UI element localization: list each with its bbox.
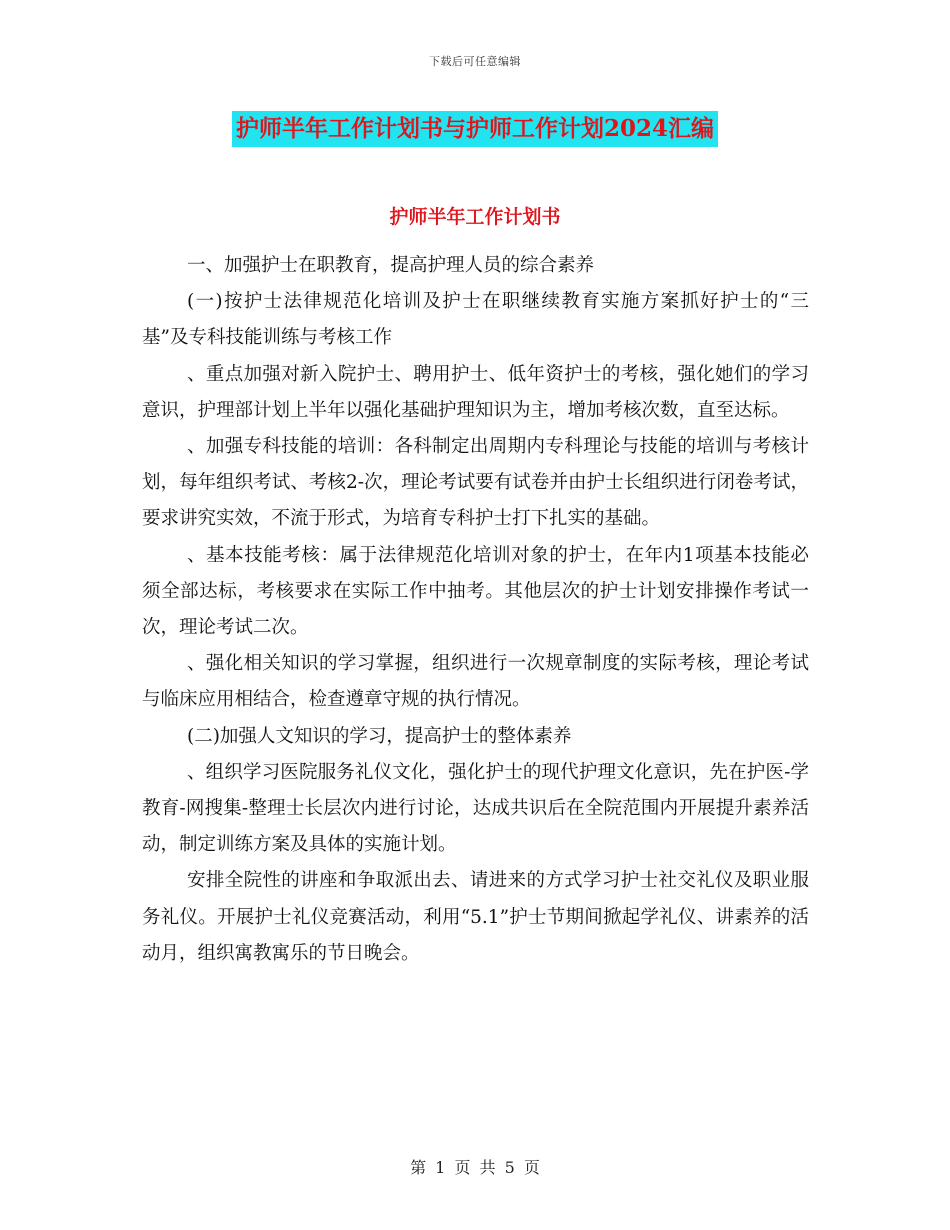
section-title: 护师半年工作计划书 bbox=[389, 206, 561, 228]
page-number-footer: 第 1 页 共 5 页 bbox=[410, 1158, 540, 1177]
paragraph: 、强化相关知识的学习掌握，组织进行一次规章制度的实际考核，理论考试与临床应用相结合，检查遵章守规的执行情况。 bbox=[142, 653, 809, 711]
paragraph: 一、加强护士在职教育，提高护理人员的综合素养 bbox=[187, 255, 595, 276]
paragraph: 、组织学习医院服务礼仪文化，强化护士的现代护理文化意识，先在护医-学教育-网搜集-整理士长层次内进行讨论，达成共识后在全院范围内开展提升素养活动，制定训练方案及具体的实施计划。 bbox=[142, 761, 809, 856]
paragraph: 、加强专科技能的培训：各科制定出周期内专科理论与技能的培训与考核计划，每年组织考试、考核2-次，理论考试要有试卷并由护士长组织进行闭卷考试，要求讲究实效，不流于形式，为培育专科护士打下扎实的基础。 bbox=[142, 436, 809, 530]
paragraph: 、基本技能考核：属于法律规范化培训对象的护士，在年内1项基本技能必须全部达标，考核要求在实际工作中抽考。其他层次的护士计划安排操作考试一次，理论考试二次。 bbox=[142, 544, 809, 639]
document-title-container bbox=[0, 111, 950, 147]
paragraph: (二)加强人文知识的学习，提高护士的整体素养 bbox=[187, 725, 572, 747]
paragraph: 、重点加强对新入院护士、聘用护士、低年资护士的考核，强化她们的学习意识，护理部计划上半年以强化基础护理知识为主，增加考核次数，直至达标。 bbox=[142, 363, 809, 421]
document-title: 护师半年工作计划书与护师工作计划2024汇编 bbox=[232, 111, 718, 147]
document-body bbox=[142, 248, 809, 972]
page-header-note: 下载后可任意编辑 bbox=[429, 55, 521, 68]
paragraph: 安排全院性的讲座和争取派出去、请进来的方式学习护士社交礼仪及职业服务礼仪。开展护士礼仪竞赛活动，利用“5.1”护士节期间掀起学礼仪、讲素养的活动月，组织寓教寓乐的节日晚会。 bbox=[142, 870, 809, 964]
paragraph: (一)按护士法律规范化培训及护士在职继续教育实施方案抓好护士的“三基”及专科技能训练与考核工作 bbox=[142, 291, 809, 349]
